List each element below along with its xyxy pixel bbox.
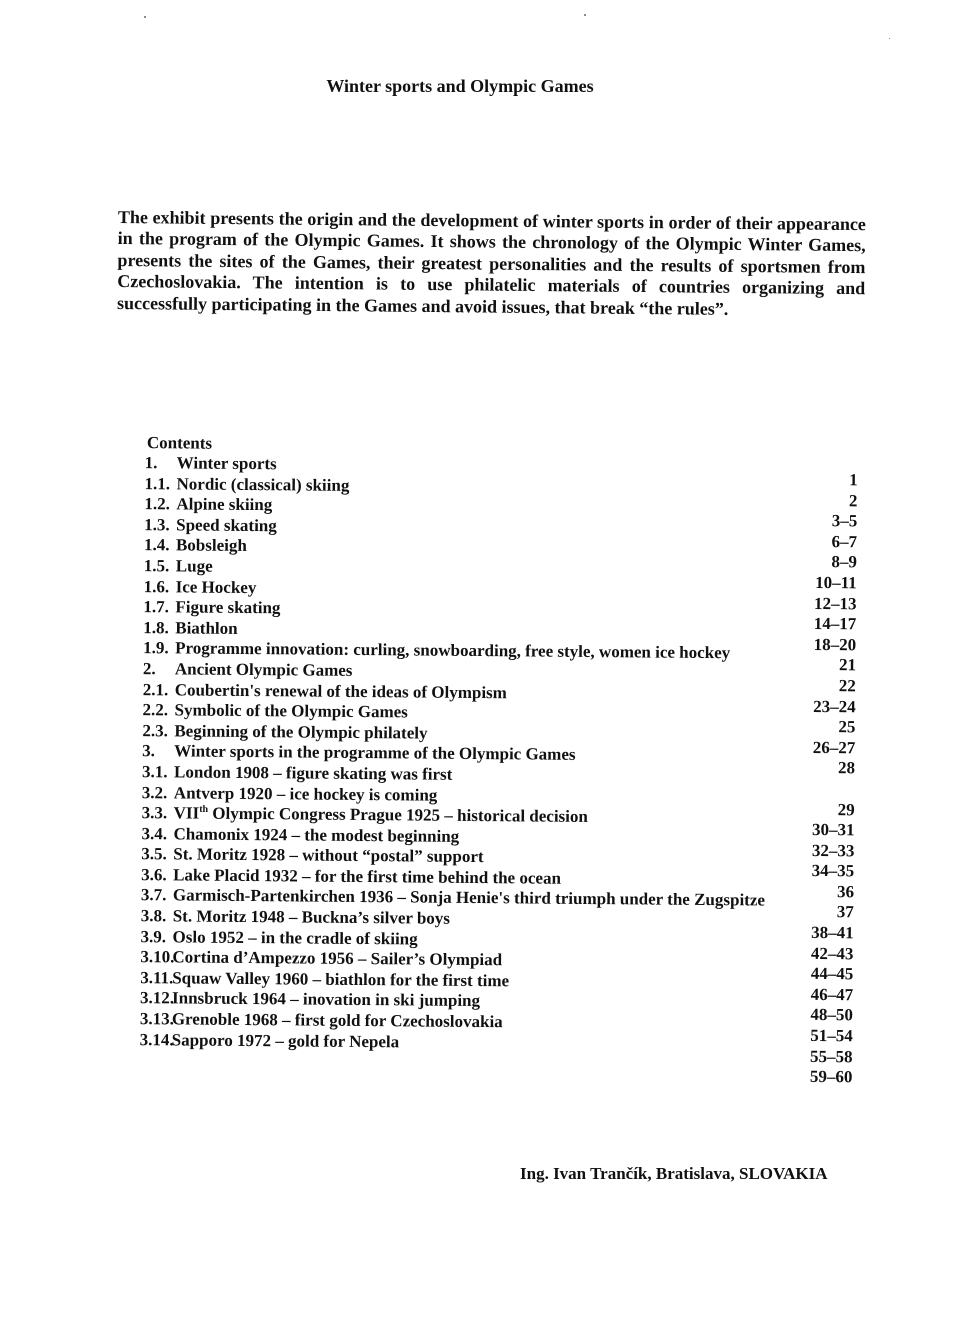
contents-row-page: 36	[836, 882, 855, 902]
contents-row-page: 12–13	[813, 593, 857, 613]
contents-row-number: 2.3.	[142, 720, 168, 741]
contents-row-page: 23–24	[813, 696, 856, 716]
contents-row-number: 3.5.	[141, 844, 167, 864]
contents-row-number: 1.8.	[143, 617, 169, 638]
contents-row-label: Sapporo 1972 – gold for Nepela	[171, 1029, 400, 1051]
contents-row-number: 3.3.	[141, 803, 168, 823]
contents-row-label: Ice Hockey	[175, 576, 257, 597]
contents-row-label: Coubertin's renewal of the ideas of Olympism	[174, 679, 507, 702]
contents-row-label: Alpine skiing	[176, 494, 273, 515]
contents-row-label: Cortina d’Ampezzo 1956 – Sailer’s Olympiad	[172, 947, 503, 970]
contents-row-label: St. Moritz 1928 – without “postal” support	[173, 844, 484, 867]
scan-speck	[584, 14, 586, 16]
contents-row-number: 3.14.	[139, 1029, 174, 1050]
scan-speck	[889, 38, 890, 39]
contents-row-page: 3–5	[831, 511, 858, 531]
page-title: Winter sports and Olympic Games	[326, 76, 594, 96]
contents-row-label: Speed skating	[176, 515, 277, 536]
contents-row-label: St. Moritz 1948 – Buckna’s silver boys	[172, 906, 451, 928]
intro-paragraph: The exhibit presents the origin and the development of winter sports in order of their appearance in the program of the Olympic Games. It shows the chronology of the Olympic Winter Games, presents the sites of the Games, their greatest personalities and the results of sportsmen from Czechoslovakia. The intention is to use philatelic materials of countries organizing and successfully participating in the Games and avoid issues, that break “the rules”.	[116, 207, 866, 319]
contents-row-label: Bobsleigh	[175, 535, 247, 556]
contents-row-number: 2.1.	[142, 679, 169, 699]
contents-row-label: Chamonix 1924 – the modest beginning	[173, 824, 460, 846]
contents-row-page: 48–50	[810, 1005, 854, 1025]
contents-row-label: Beginning of the Olympic philately	[174, 721, 428, 743]
contents-row-number: 3.11.	[140, 967, 174, 988]
contents-row-label: Ancient Olympic Games	[174, 659, 353, 680]
contents-row-number: 3.	[142, 741, 156, 761]
contents-row-page: 25	[838, 717, 856, 737]
contents-row-page: 42–43	[810, 943, 854, 963]
contents-row-label: Biathlon	[175, 618, 238, 638]
contents-row-label: Winter sports	[176, 453, 277, 474]
contents-row-page: 1	[849, 470, 858, 490]
contents-row-number: 3.2.	[141, 782, 168, 802]
contents-row-label: Grenoble 1968 – first gold for Czechoslovakia	[171, 1009, 503, 1032]
author-signature: Ing. Ivan Trančík, Bratislava, SLOVAKIA	[520, 1164, 828, 1183]
contents-row-label-end: Olympic Congress Prague 1925 – historical decision	[208, 803, 588, 827]
scan-speck	[144, 16, 146, 18]
contents-row-number: 1.7.	[143, 597, 170, 617]
contents-row-page: 14–17	[813, 614, 857, 634]
contents-row-number: 2.2.	[142, 700, 169, 720]
contents-row-number: 3.4.	[141, 823, 168, 843]
contents-list	[127, 453, 858, 1087]
contents-row-page: 37	[836, 902, 854, 922]
contents-row-label: Oslo 1952 – in the cradle of skiing	[172, 927, 418, 949]
contents-row-label: Garmisch-Partenkirchen 1936 – Sonja Henie's third triumph under the Zugspitze	[172, 885, 766, 911]
contents-row-page: 8–9	[831, 552, 857, 572]
contents-row-page: 46–47	[810, 984, 854, 1005]
contents-row-label: Programme innovation: curling, snowboarding, free style, women ice hockey	[175, 638, 731, 663]
contents-row-label: Lake Placid 1932 – for the first time behind the ocean	[173, 865, 562, 888]
contents-row-page: 6–7	[831, 531, 858, 552]
contents-row-number: 3.7.	[140, 885, 167, 905]
contents-row-page: 21	[838, 655, 857, 675]
contents-row-label: Nordic (classical) skiing	[176, 473, 350, 495]
contents-row-page: 29	[837, 799, 855, 819]
contents-row-number: 3.6.	[141, 864, 167, 885]
contents-row-page: 30–31	[811, 820, 855, 840]
contents-row-number: 3.8.	[140, 906, 167, 926]
contents-row-label: Innsbruck 1964 – inovation in ski jumping	[171, 988, 481, 1011]
contents-row-page: 28	[838, 758, 856, 778]
contents-row-page: 22	[838, 676, 856, 696]
contents-row-label: London 1908 – figure skating was first	[173, 762, 453, 784]
contents-row-number: 3.1.	[141, 761, 168, 782]
contents-row-label-start: VII	[173, 803, 200, 823]
contents-heading: Contents	[146, 433, 213, 453]
contents-row-label: Antverp 1920 – ice hockey is coming	[173, 782, 438, 805]
contents-row-page: 38–41	[811, 922, 854, 943]
contents-row-label-superscript: th	[199, 804, 209, 816]
contents-row-label: Winter sports in the programme of the Olympic Games	[174, 741, 576, 765]
contents-row-number: 1.9.	[143, 638, 169, 658]
contents-row-label: Figure skating	[175, 597, 281, 618]
contents-row-label: Symbolic of the Olympic Games	[174, 700, 408, 722]
contents-row-page: 34–35	[811, 861, 855, 881]
contents-row-page: 26–27	[812, 737, 856, 758]
contents-row-number: 1.5.	[143, 556, 170, 576]
contents-row-number: 2.	[142, 659, 156, 679]
contents-row-number: 1.1.	[144, 473, 171, 493]
contents-row-number: 1.2.	[144, 494, 170, 514]
table-of-contents	[127, 432, 858, 1087]
contents-row-number: 3.9.	[140, 926, 167, 946]
contents-row-number: 1.3.	[144, 514, 170, 535]
contents-row-label: Squaw Valley 1960 – biathlon for the first time	[172, 968, 510, 991]
contents-row-page: 55–58	[809, 1046, 853, 1066]
contents-row-page: 44–45	[810, 964, 854, 984]
contents-row-page: 10–11	[815, 572, 857, 593]
contents-row-page: 51–54	[810, 1025, 853, 1046]
contents-row-page: 18–20	[813, 634, 857, 655]
contents-row-number: 1.	[144, 453, 158, 473]
contents-row-number: 3.13.	[139, 1009, 174, 1029]
contents-row-number: 3.10.	[140, 947, 175, 967]
contents-row-page: 32–33	[811, 840, 855, 860]
contents-row-number: 3.12.	[139, 988, 175, 1008]
contents-row-page: 59–60	[809, 1067, 853, 1087]
contents-row-number: 1.4.	[143, 535, 170, 555]
contents-row-number: 1.6.	[143, 576, 170, 596]
contents-row-page: 2	[848, 490, 858, 510]
contents-row-label: Luge	[175, 556, 213, 576]
